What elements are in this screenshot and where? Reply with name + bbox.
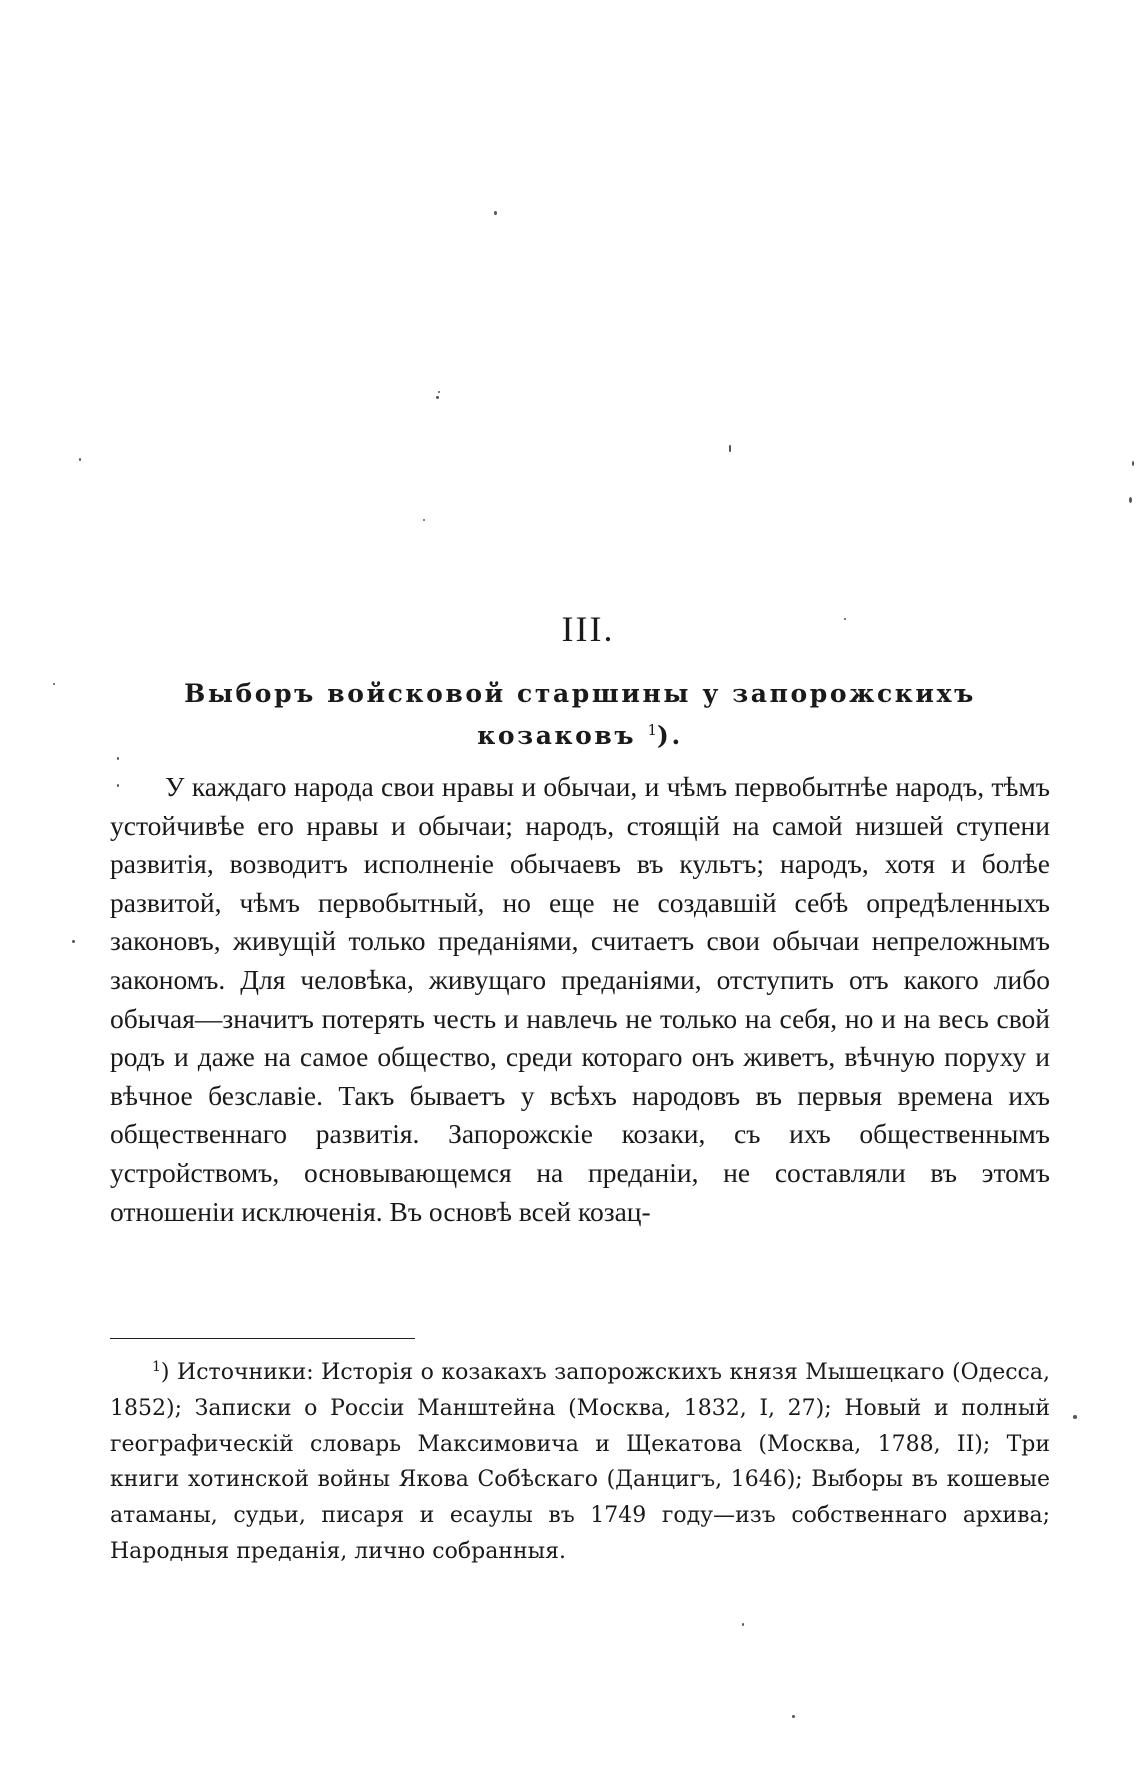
scan-speck <box>1129 497 1132 503</box>
scan-speck <box>117 784 119 787</box>
footnote-mark-close: ) <box>160 1360 170 1385</box>
scan-speck <box>729 445 731 452</box>
footnote <box>110 1350 1050 1570</box>
scan-speck <box>436 396 439 399</box>
scan-speck <box>742 1623 744 1626</box>
scan-speck <box>117 757 119 760</box>
body-paragraph: У каждаго народа свои нравы и обычаи, и чѣмъ первобытнѣе народъ, тѣмъ устойчивѣе его нравы и обычаи; народъ, стоящій на самой низшей ступени развитія, возводитъ исполненіе обычаевъ въ культъ; народъ, хотя и болѣе развитой, чѣмъ первобытный, но еще не создавшій себѣ опредѣленныхъ законовъ, живущій только преданіями, считаетъ свои обычаи непреложнымъ закономъ. Для человѣка, живущаго преданіями, отступить отъ какого либо обычая—значитъ потерять честь и навлечь не только на себя, но и на весь свой родъ и даже на самое общество, среди котораго онъ живетъ, вѣчную поруху и вѣчное безславіе. Такъ бываетъ у всѣхъ народовъ въ первыя времена ихъ общественнаго развитія. Запорожскіе козаки, съ ихъ общественнымъ устройствомъ, основывающемся на преданіи, не составляли въ этомъ отношеніи исключенія. Въ основѣ всей козац- <box>110 771 1050 1227</box>
footnote-divider <box>110 1338 415 1339</box>
scan-speck <box>1073 1415 1077 1419</box>
scan-speck <box>72 940 75 943</box>
title-footnote-mark: 1 <box>647 721 658 739</box>
title-close: ). <box>657 721 683 750</box>
scan-speck <box>1132 461 1134 466</box>
scan-speck <box>844 618 846 620</box>
scan-speck <box>79 458 81 461</box>
scan-speck <box>423 519 425 521</box>
scan-speck <box>792 1715 795 1718</box>
scan-speck <box>438 391 440 393</box>
chapter-title-text: Выборъ войсковой старшины у запорожскихъ козаковъ <box>184 679 976 750</box>
footnote-mark: 1 <box>152 1359 161 1375</box>
scan-speck <box>53 683 55 685</box>
footnote-text: Источники: Исторія о козакахъ запорожскихъ князя Мышецкаго (Одесса, 1852); Записки о Россіи Манштейна (Москва, 1832, I, 27); Новый и полный географическій словарь Максимовича и Щекатова (Москва, 1788, II); Три книги хотинской войны Якова Собѣскаго (Данцигъ, 1646); Выборы въ кошевые атаманы, судьи, писаря и есаулы въ 1749 году—изъ собственнаго архива; Народныя преданія, лично собранныя. <box>110 1360 1050 1564</box>
chapter-title <box>110 676 1050 754</box>
scan-speck <box>494 211 497 215</box>
chapter-number: III. <box>561 609 615 649</box>
